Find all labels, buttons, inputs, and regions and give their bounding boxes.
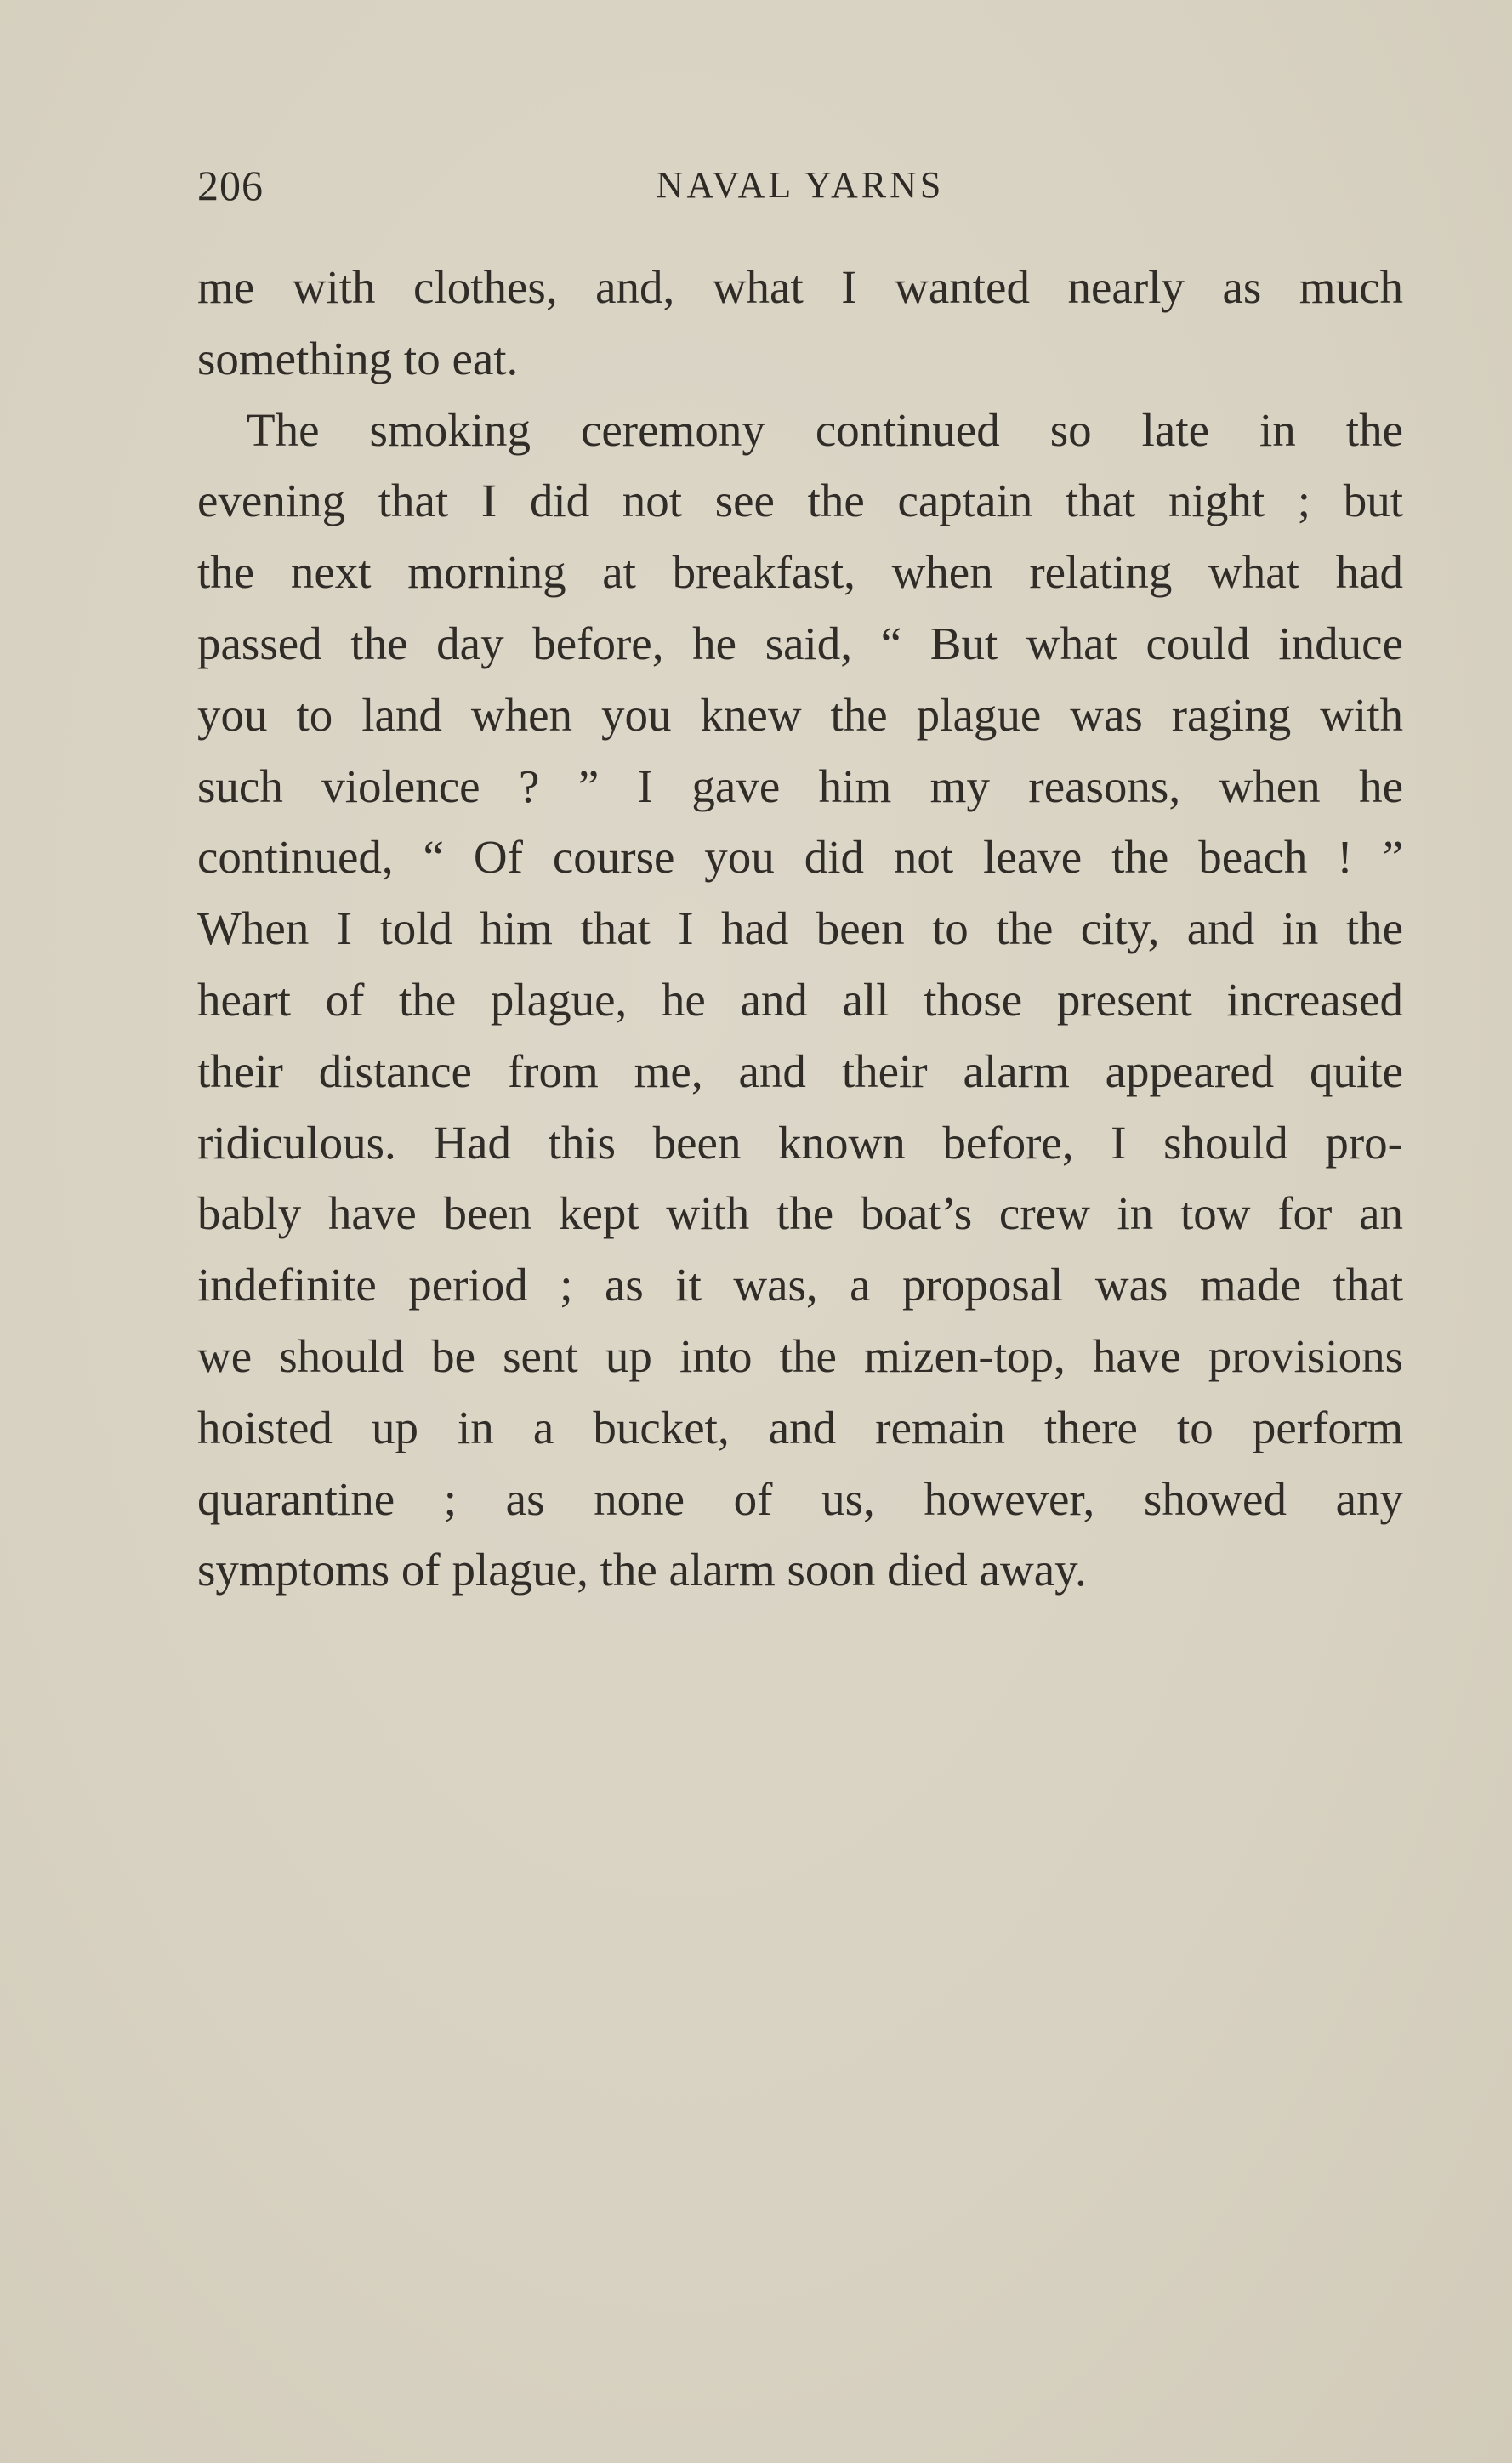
text-line: you to land when you knew the plague was raging with xyxy=(197,688,1403,741)
text-line: ridiculous. Had this been known before, I should pro- xyxy=(197,1116,1403,1169)
page-number: 206 xyxy=(197,162,264,209)
text-line: me with clothes, and, what I wanted nearly as much xyxy=(197,261,1403,313)
text-line: the next morning at breakfast, when relating what had xyxy=(197,546,1403,599)
text-line: heart of the plague, he and all those present increased xyxy=(197,973,1403,1026)
text-line: hoisted up in a bucket, and remain there to perform xyxy=(197,1401,1403,1453)
text-line: their distance from me, and their alarm appeared quite xyxy=(197,1044,1403,1097)
body-text xyxy=(197,252,1403,1606)
text-line: continued, “ Of course you did not leave the beach ! ” xyxy=(197,831,1403,884)
text-line: evening that I did not see the captain that night ; but xyxy=(197,475,1403,527)
text-line: symptoms of plague, the alarm soon died away. xyxy=(197,1544,1087,1596)
text-line: The smoking ceremony continued so late in the xyxy=(247,403,1403,456)
paragraph-1 xyxy=(197,252,1403,395)
text-line: something to eat. xyxy=(197,332,519,384)
page-header xyxy=(197,160,1403,211)
text-line: quarantine ; as none of us, however, showed any xyxy=(197,1472,1403,1525)
text-line: passed the day before, he said, “ But what could induce xyxy=(197,617,1403,669)
paragraph-2 xyxy=(197,395,1403,1607)
text-line: indefinite period ; as it was, a proposal was made that xyxy=(197,1259,1403,1311)
text-line: When I told him that I had been to the city, and in the xyxy=(197,902,1403,955)
text-line: such violence ? ” I gave him my reasons, when he xyxy=(197,759,1403,812)
text-line: we should be sent up into the mizen-top, have provisions xyxy=(197,1329,1403,1382)
text-line: bably have been kept with the boat’s crew in tow for an xyxy=(197,1187,1403,1240)
running-title: NAVAL YARNS xyxy=(656,164,945,206)
